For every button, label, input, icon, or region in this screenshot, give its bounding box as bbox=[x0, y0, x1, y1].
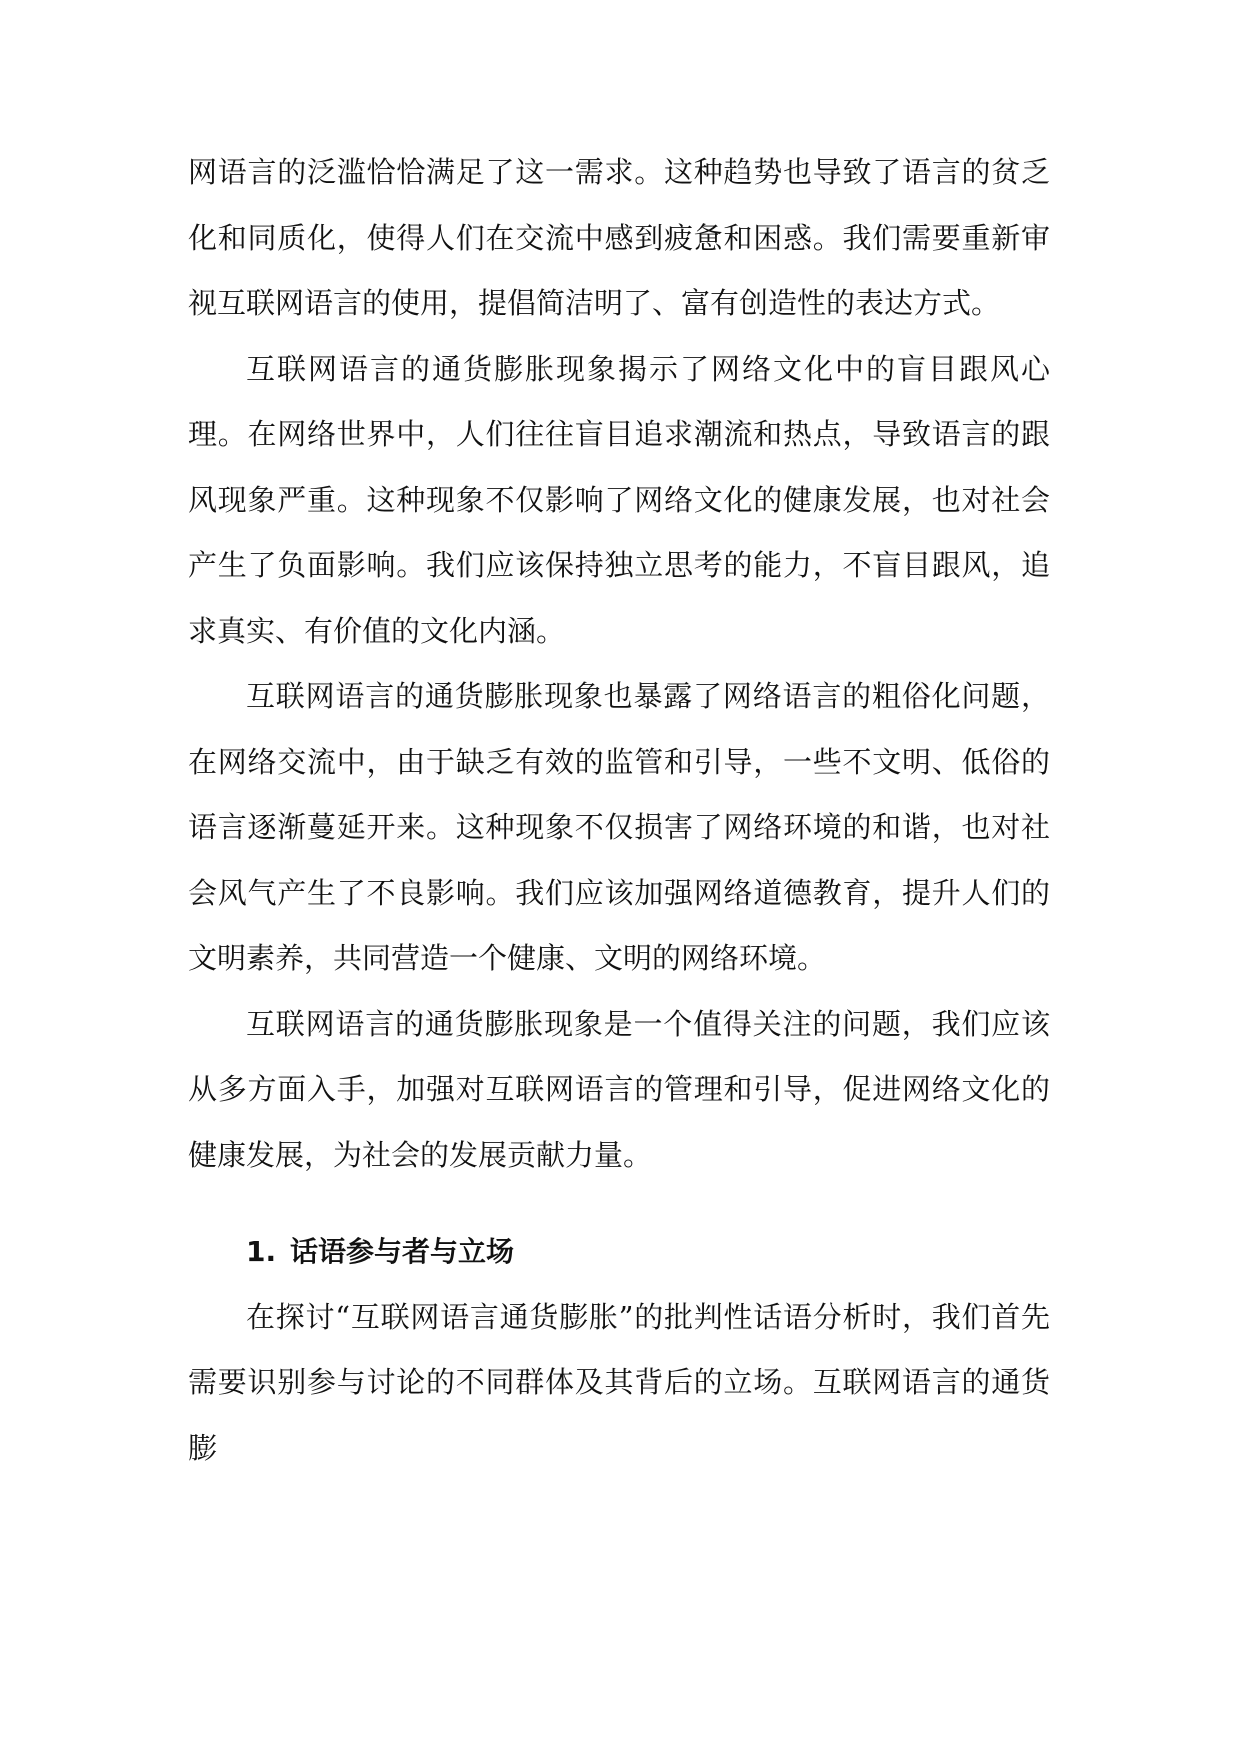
paragraph: 互联网语言的通货膨胀现象也暴露了网络语言的粗俗化问题，在网络交流中，由于缺乏有效的监管和引导，一些不文明、低俗的语言逐渐蔓延开来。这种现象不仅损害了网络环境的和谐，也对社会风气产生了不良影响。我们应该加强网络道德教育，提升人们的文明素养，共同营造一个健康、文明的网络环境。 bbox=[188, 679, 1050, 975]
paragraph: 网语言的泛滥恰恰满足了这一需求。这种趋势也导致了语言的贫乏化和同质化，使得人们在交流中感到疲惫和困惑。我们需要重新审视互联网语言的使用，提倡简洁明了、富有创造性的表达方式。 bbox=[188, 155, 1050, 320]
section-number: 1. bbox=[246, 1235, 277, 1268]
paragraph: 在探讨“互联网语言通货膨胀”的批判性话语分析时，我们首先需要识别参与讨论的不同群体及其背后的立场。互联网语言的通货膨 bbox=[188, 1299, 1050, 1465]
document-body bbox=[188, 140, 1050, 1481]
section-heading bbox=[188, 1188, 1050, 1285]
section-title: 话语参与者与立场 bbox=[290, 1235, 515, 1268]
paragraph: 互联网语言的通货膨胀现象揭示了网络文化中的盲目跟风心理。在网络世界中，人们往往盲目追求潮流和热点，导致语言的跟风现象严重。这种现象不仅影响了网络文化的健康发展，也对社会产生了负面影响。我们应该保持独立思考的能力，不盲目跟风，追求真实、有价值的文化内涵。 bbox=[188, 351, 1050, 648]
paragraph: 互联网语言的通货膨胀现象是一个值得关注的问题，我们应该从多方面入手，加强对互联网语言的管理和引导，促进网络文化的健康发展，为社会的发展贡献力量。 bbox=[188, 1006, 1050, 1172]
